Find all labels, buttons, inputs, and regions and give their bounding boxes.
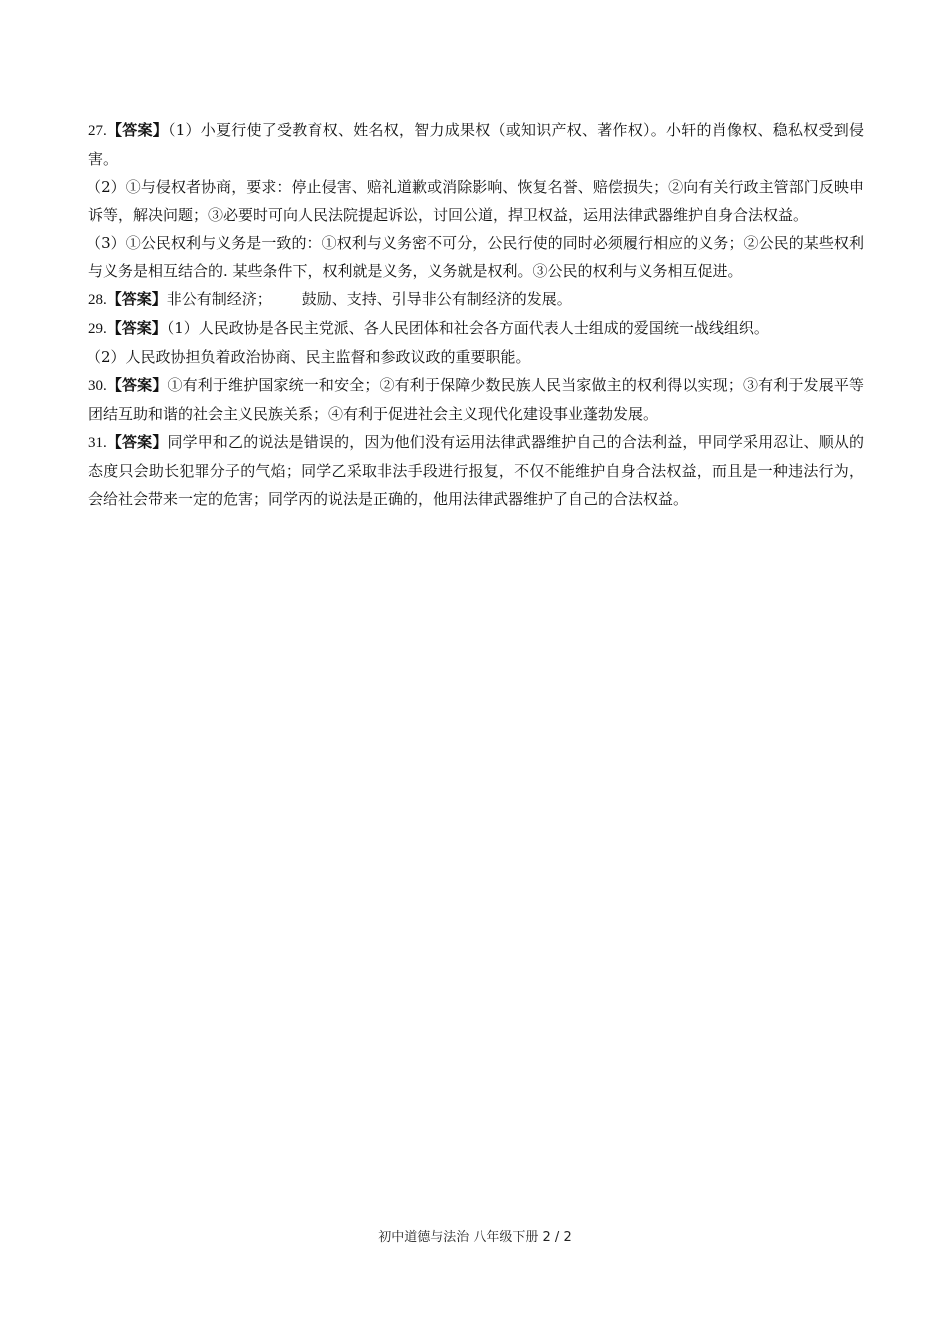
answer-30 [88,371,864,428]
answer-content [88,116,864,513]
answer-27-part-2: （2）①与侵权者协商，要求：停止侵害、赔礼道歉或消除影响、恢复名誉、赔偿损失；②向有关行政主管部门反映申诉等，解决问题；③必要时可向人民法院提起诉讼，讨回公道，捍卫权益，运用法律武器维护自身合法权益。 [86,178,864,224]
answer-text: （1）人民政协是各民主党派、各人民团体和社会各方面代表人士组成的爱国统一战线组织。 [166,319,769,337]
answer-text: ①有利于维护国家统一和安全；②有利于保障少数民族人民当家做主的权利得以实现；③有利于发展平等团结互助和谐的社会主义民族关系；④有利于促进社会主义现代化建设事业蓬勃发展。 [88,376,864,423]
answer-label: 【答案】 [106,319,167,337]
answer-27-part-1 [88,116,864,173]
answer-text: 非公有制经济； [166,290,272,308]
page-footer: 初中道德与法治 八年级下册 2 / 2 [378,1230,572,1245]
answer-29-part-2: （2）人民政协担负着政治协商、民主监督和参政议政的重要职能。 [86,348,531,366]
answer-30-part-1 [88,371,864,428]
question-number: 28. [88,292,107,308]
answer-label: 【答案】 [106,290,167,308]
question-number: 30. [88,378,107,394]
answer-31-part-1 [88,428,864,513]
answer-29 [88,314,864,371]
answer-label: 【答案】 [106,121,168,139]
answer-31 [88,428,864,513]
answer-text: 同学甲和乙的说法是错误的，因为他们没有运用法律武器维护自己的合法利益，甲同学采用忍让、顺从的态度只会助长犯罪分子的气焰；同学乙采取非法手段进行报复，不仅不能维护自身合法权益，而且是一种违法行为，会给社会带来一定的危害；同学丙的说法是正确的，他用法律武器维护了自己的合法权益。 [88,433,864,508]
answer-label: 【答案】 [106,376,168,394]
question-number: 29. [88,321,107,337]
answer-27 [88,116,864,285]
answer-label: 【答案】 [106,433,168,451]
answer-29-part-1 [88,314,864,343]
answer-27-part-3: （3）①公民权利与义务是一致的：①权利与义务密不可分，公民行使的同时必须履行相应的义务；②公民的某些权利与义务是相互结合的. 某些条件下，权利就是义务，义务就是权利。③公民的权利与义务相互促进。 [86,234,864,280]
question-number: 31. [88,435,107,451]
answer-28-part-1 [88,285,864,314]
answer-text-2: 鼓励、支持、引导非公有制经济的发展。 [301,290,572,308]
question-number: 27. [88,123,107,139]
answer-28 [88,285,864,314]
answer-text: （1）小夏行使了受教育权、姓名权，智力成果权（或知识产权、著作权）。小轩的肖像权、稳私权受到侵害。 [88,121,864,168]
